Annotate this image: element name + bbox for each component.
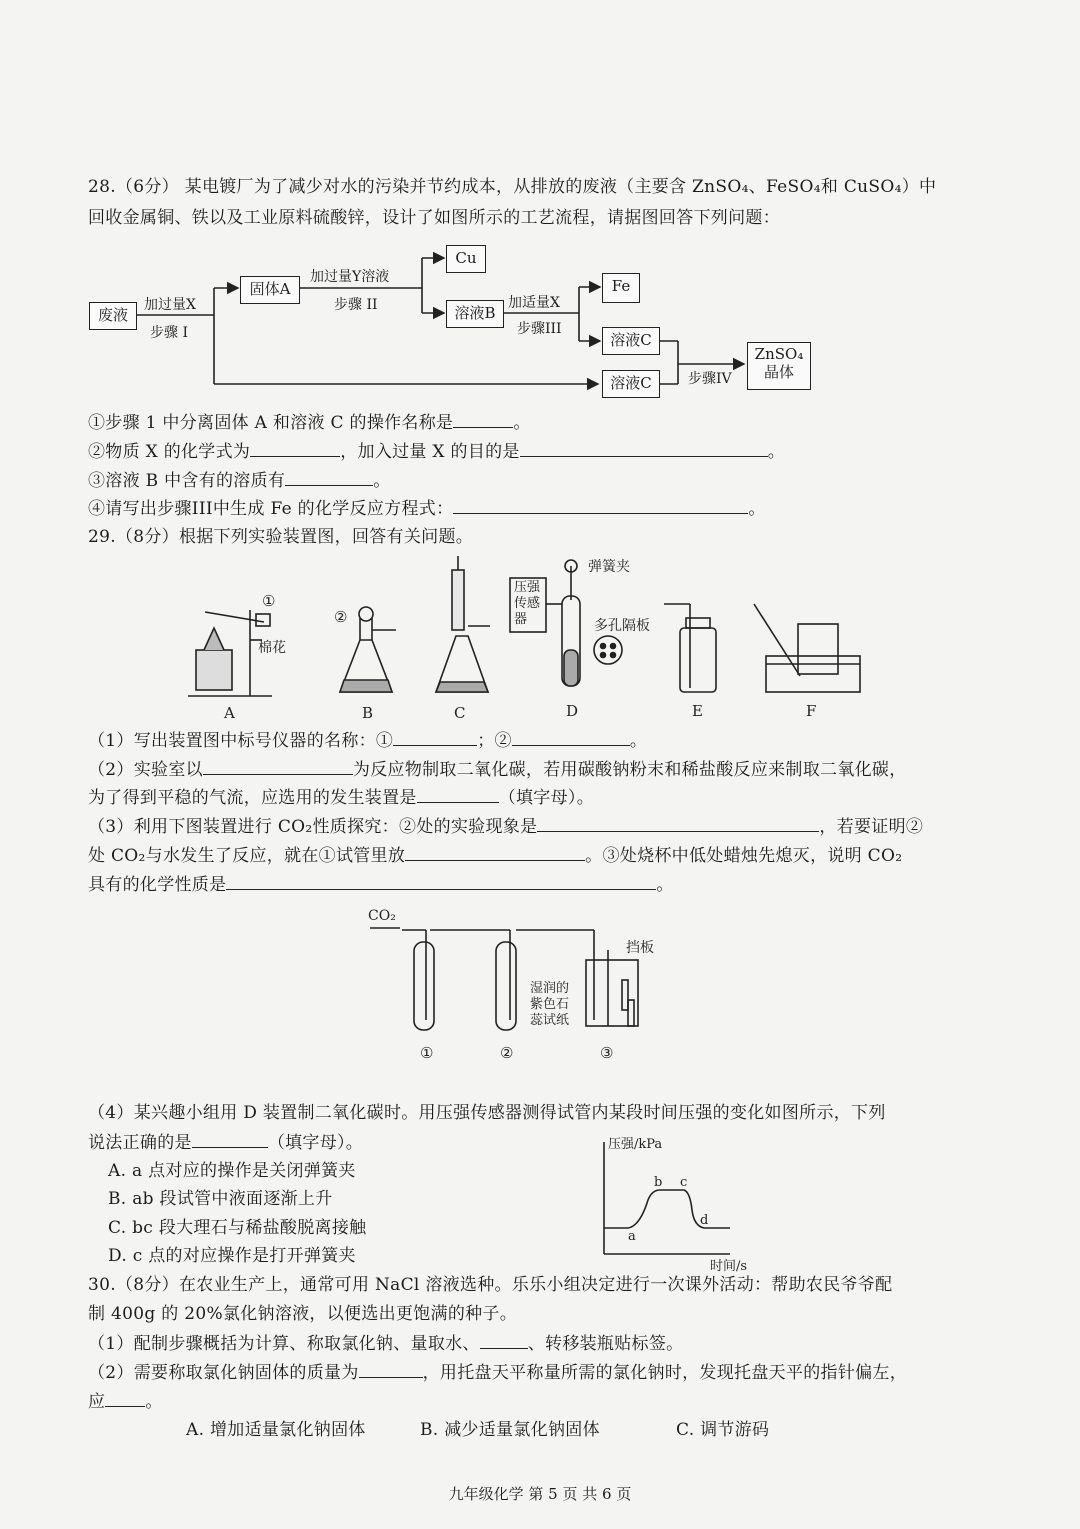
q29-option-d: D. c 点的对应操作是打开弹簧夹: [108, 1246, 356, 1266]
blank-30-1[interactable]: [480, 1332, 528, 1349]
page-footer: 九年级化学 第 5 页 共 6 页: [448, 1485, 632, 1503]
q29-p4-line1: （4）某兴趣小组用 D 装置制二氧化碳时。用压强传感器测得试管内某段时间压强的变化如图所示，下列: [88, 1103, 886, 1123]
pressure-graph: [604, 1142, 730, 1254]
apparatus-e-drawing: [664, 604, 716, 692]
q28-sub2-end: 。: [767, 442, 786, 462]
porous-plate-label: 多孔隔板: [594, 618, 650, 634]
label-e: E: [692, 702, 703, 720]
q29-p4-text-c: （填字母）。: [267, 1133, 364, 1153]
box-solution-c1: 溶液C: [602, 327, 660, 355]
q29-p1-text-b: ；②: [477, 731, 512, 751]
pressure-sensor-label: 压强传感器: [514, 580, 541, 627]
graph-point-d: d: [700, 1213, 709, 1228]
label-step2: 步骤 II: [334, 297, 378, 313]
blank-29-1b[interactable]: [512, 729, 630, 746]
graph-point-c: c: [680, 1175, 688, 1190]
box-solution-c2: 溶液C: [602, 370, 660, 398]
label-a: A: [224, 704, 235, 722]
co2-label: CO₂: [368, 908, 396, 924]
litmus-label-3: 蕊试纸: [530, 1013, 570, 1028]
label-add-x: 加过量X: [144, 297, 196, 313]
q29-p3-text-e: 具有的化学性质是: [88, 875, 227, 895]
znso4-formula: ZnSO₄: [754, 345, 804, 363]
q29-p4-text-b: 说法正确的是: [88, 1133, 192, 1153]
blank-30-2b[interactable]: [105, 1390, 145, 1407]
q28-sub3-end: 。: [373, 471, 391, 491]
q29-p2-text-a: （2）实验室以: [88, 760, 203, 780]
blank-29-4[interactable]: [192, 1131, 268, 1148]
blank-29-3a[interactable]: [537, 815, 819, 832]
q29-option-c: C. bc 段大理石与稀盐酸脱离接触: [108, 1218, 367, 1238]
q28-sub2-text-a: ②物质 X 的化学式为: [88, 442, 251, 462]
q29-p3-end: 。: [656, 875, 674, 895]
q28-sub1-end: 。: [513, 413, 531, 433]
q29-p2-line1: [88, 758, 907, 781]
graph-point-b: b: [654, 1175, 663, 1190]
q30-option-a: A. 增加适量氯化钠固体: [186, 1420, 366, 1440]
q29-p3-text-a: （3）利用下图装置进行 CO₂性质探究：②处的实验现象是: [88, 817, 538, 837]
q29-p3-text-b: ，若要证明②: [819, 817, 924, 837]
q30-p2-line1: [88, 1361, 907, 1384]
box-cu: Cu: [446, 245, 486, 273]
blank-29-2b[interactable]: [417, 786, 499, 803]
label-step1: 步骤 I: [150, 325, 188, 341]
q30-p1-text-b: 、转移装瓶贴标签。: [527, 1334, 684, 1354]
blank-30-2a[interactable]: [359, 1361, 423, 1378]
q29-p1-end: 。: [629, 731, 648, 751]
q29-p2-line2: [88, 786, 594, 809]
label-c: C: [454, 704, 466, 722]
q29-p3-text-c: 处 CO₂与水发生了反应，就在①试管里放: [88, 846, 406, 866]
mark-1-a: ①: [262, 592, 276, 610]
label-step4: 步骤IV: [688, 371, 732, 387]
box-solution-b: 溶液B: [446, 300, 504, 328]
litmus-label-1: 湿润的: [530, 981, 570, 996]
q28-sub2-text-b: ，加入过量 X 的目的是: [340, 442, 520, 462]
blank-29-3c[interactable]: [226, 873, 656, 890]
blank-29-1a[interactable]: [393, 729, 477, 746]
q30-p2-text-a: （2）需要称取氯化钠固体的质量为: [88, 1363, 359, 1383]
co2-tube-1-label: ①: [420, 1044, 434, 1062]
q30-p2-text-c: 应: [88, 1392, 106, 1412]
q30-p2-text-b: ，用托盘天平称量所需的氯化钠时，发现托盘天平的指针偏左，: [422, 1363, 908, 1383]
spring-clip-label: 弹簧夹: [588, 559, 630, 575]
q28-sub3-text: ③溶液 B 中含有的溶质有: [88, 471, 286, 491]
litmus-label-2: 紫色石: [530, 997, 570, 1012]
box-fe: Fe: [602, 273, 640, 303]
apparatus-c-drawing: [436, 556, 490, 692]
label-step3: 步骤III: [517, 321, 562, 337]
q29-option-b: B. ab 段试管中液面逐渐上升: [108, 1189, 333, 1209]
label-f: F: [806, 702, 817, 720]
q29-p1-text-a: （1）写出装置图中标号仪器的名称：①: [88, 731, 394, 751]
q28-sub4-text: ④请写出步骤III中生成 Fe 的化学反应方程式：: [88, 499, 454, 519]
q29-p4-line2: [88, 1131, 363, 1154]
q29-p3-line1: [88, 815, 923, 838]
crystal-label: 晶体: [763, 363, 794, 381]
q29-p2-text-c: 为了得到平稳的气流，应选用的发生装置是: [88, 788, 417, 808]
q29-option-a: A. a 点对应的操作是关闭弹簧夹: [108, 1161, 356, 1181]
q28-line2: 回收金属铜、铁以及工业原料硫酸锌，设计了如图所示的工艺流程，请据图回答下列问题：: [88, 208, 780, 228]
q30-p2-text-d: 。: [145, 1392, 163, 1412]
apparatus-f-drawing: [754, 604, 860, 692]
q30-p1: [88, 1332, 683, 1355]
label-add-x2: 加适量X: [508, 295, 560, 311]
graph-x-label: 时间/s: [710, 1259, 748, 1274]
q29-p3-line3: [88, 873, 674, 896]
q30-line1: 30.（8分）在农业生产上，通常可用 NaCl 溶液选种。乐乐小组决定进行一次课外活动：帮助农民爷爷配: [88, 1275, 893, 1295]
label-d: D: [566, 702, 579, 720]
q30-line2: 制 400g 的 20%氯化钠溶液，以便选出更饱满的种子。: [88, 1304, 518, 1324]
apparatus-b-drawing: [340, 607, 396, 692]
q29-p3-line2: [88, 844, 902, 867]
label-b: B: [362, 704, 374, 722]
label-add-y: 加过量Y溶液: [310, 269, 390, 285]
q29-p3-text-d: 。③处烧杯中低处蜡烛先熄灭，说明 CO₂: [585, 846, 903, 866]
q29-title: 29.（8分）根据下列实验装置图，回答有关问题。: [88, 527, 474, 547]
cotton-label: 棉花: [258, 640, 286, 656]
co2-beaker-3-label: ③: [600, 1044, 614, 1062]
baffle-label: 挡板: [626, 940, 654, 956]
box-waste: 废液: [89, 302, 137, 330]
q29-p2-text-d: （填字母）。: [498, 788, 595, 808]
q28-sub4-end: 。: [748, 499, 766, 519]
co2-tube-2-label: ②: [500, 1044, 514, 1062]
blank-29-3b[interactable]: [405, 844, 585, 861]
q30-p2-line2: [88, 1390, 163, 1413]
q29-p2-text-b: 为反应物制取二氧化碳，若用碳酸钠粉末和稀盐酸反应来制取二氧化碳，: [352, 760, 907, 780]
q28-sub1-text: ①步骤 1 中分离固体 A 和溶液 C 的操作名称是: [88, 413, 454, 433]
co2-experiment-drawing: [370, 928, 638, 1030]
box-solid-a: 固体A: [240, 276, 300, 304]
q30-option-b: B. 减少适量氯化钠固体: [420, 1420, 600, 1440]
q29-p1: [88, 729, 647, 752]
mark-2-b: ②: [334, 608, 348, 626]
blank-29-2a[interactable]: [203, 758, 353, 775]
graph-point-a: a: [628, 1229, 636, 1244]
q28-line1: 28.（6分） 某电镀厂为了减少对水的污染并节约成本，从排放的废液（主要含 ZnSO₄、FeSO₄和 CuSO₄）中: [88, 177, 937, 197]
q30-p1-text-a: （1）配制步骤概括为计算、称取氯化钠、量取水、: [88, 1334, 480, 1354]
graph-y-label: 压强/kPa: [608, 1137, 663, 1152]
q30-option-c: C. 调节游码: [676, 1420, 770, 1440]
